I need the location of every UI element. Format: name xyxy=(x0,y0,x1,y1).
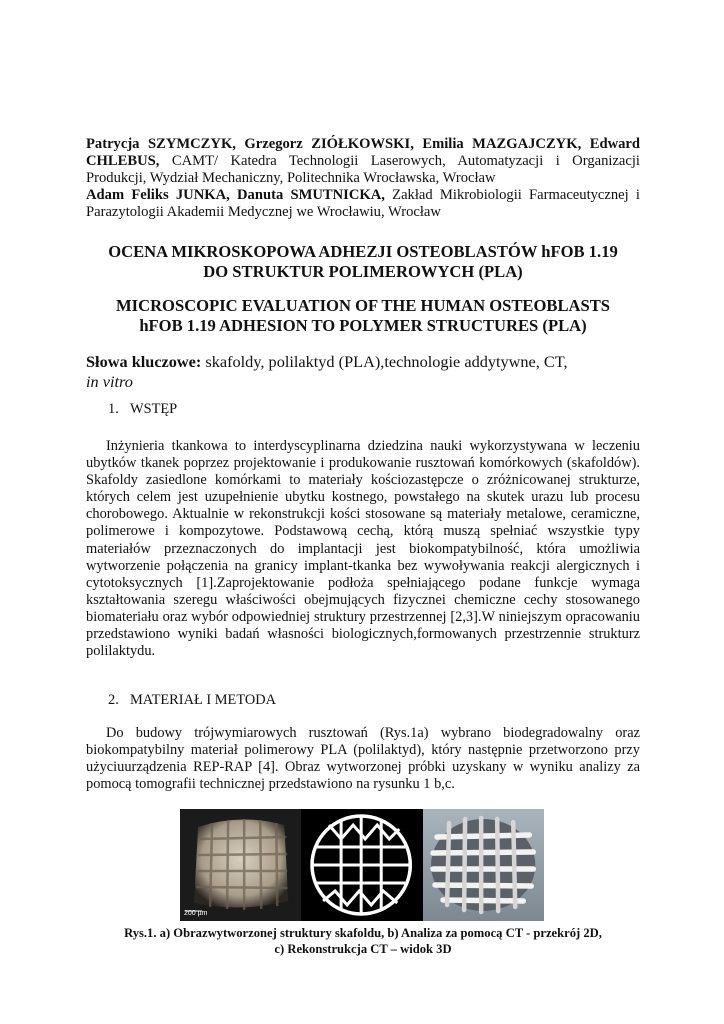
scale-bar-label: 200 µm xyxy=(184,910,208,917)
section-2-paragraph xyxy=(86,725,640,793)
section-2-text: Do budowy trójwymiarowych rusztowań (Rys.1a) wybrano biodegradowalny oraz biokompatybilny materiał polimerowy PLA (polilaktyd), który następnie przetworzono przy użyciuurządzenia REP-RAP [4]. Obraz wytworzonej próbki uzyskany w wyniku analizy za pomocą tomografii technicznej przedstawiono na rysunku 1 b,c. xyxy=(86,725,640,793)
figure-panel-b-ct-section xyxy=(301,809,422,921)
keywords-text: skafoldy, polilaktyd (PLA),technologie addytywne, CT, xyxy=(201,352,568,371)
section-1-text: Inżynieria tkankowa to interdyscyplinarna dziedzina nauki wykorzystywana w leczeniu ubytków tkanek poprzez projektowanie i produkowanie rusztowań komórkowych (skafoldów). Skafoldy zasiedlone komórkami to materiały kościozastępcze o zróżnicowanej strukturze, których celem jest uzupełnienie ubytku kostnego, powstałego na skutek urazu lub procesu chorobowego. Aktualnie w rekonstrukcji kości stosowane są materiały metalowe, ceramiczne, polimerowe i kompozytowe. Podstawową cechą, którą muszą spełniać wszystkie typy materiałów przeznaczonych do implantacji jest biokompatybilność, która umożliwia wytworzenie połączenia na granicy implant-tkanka bez wywoływania reakcji alergicznych i cytotoksycznych [1].Zaprojektowanie podłoża spełniającego podane funkcje wymaga kształtowania szeregu właściwości obejmujących fizycznei chemiczne cechy stosowanego biomateriału oraz wybór odpowiedniej struktury przestrzennej [2,3].W niniejszym opracowaniu przedstawiono wyniki badań własności biologicznych,formowanych przestrzennie strukturz polilaktydu. xyxy=(86,438,640,660)
title-english-line-1: MICROSCOPIC EVALUATION OF THE HUMAN OSTEOBLASTS xyxy=(115,296,611,315)
title-polish-line-2: DO STRUKTUR POLIMEROWYCH (PLA) xyxy=(203,262,523,281)
ct-section-image xyxy=(301,809,422,921)
section-2-heading xyxy=(108,691,662,709)
keywords-italic: in vitro xyxy=(86,372,133,391)
section-2-number: 2. xyxy=(108,692,119,708)
section-1-paragraph xyxy=(86,438,640,660)
affiliation-1: CAMT/ Katedra Technologii Laserowych, Automatyzacji i Organizacji Produkcji, Wydział Mechaniczny, Politechnika Wrocławska, Wrocław xyxy=(86,153,640,186)
title-english xyxy=(86,296,640,336)
section-1-title: WSTĘP xyxy=(130,401,178,417)
figure-panel-a-photo xyxy=(180,809,301,921)
affiliation-2: Zakład Mikrobiologii Farmaceutycznej i Parazytologii Akademii Medycznej we Wrocławiu, Wrocław xyxy=(86,187,640,220)
author-names-1: Patrycja SZYMCZYK, Grzegorz ZIÓŁKOWSKI, Emilia MAZGAJCZYK, Edward CHLEBUS, xyxy=(86,136,640,169)
authors-block xyxy=(86,136,640,221)
section-2-title: MATERIAŁ I METODA xyxy=(130,692,277,708)
figure-caption-line-2: c) Rekonstrukcja CT – widok 3D xyxy=(274,942,452,956)
figure-1-caption xyxy=(86,925,640,957)
author-group-2 xyxy=(86,187,640,221)
title-polish-line-1: OCENA MIKROSKOPOWA ADHEZJI OSTEOBLASTÓW hFOB 1.19 xyxy=(108,242,618,261)
keywords xyxy=(86,352,640,392)
figure-1 xyxy=(180,809,544,921)
keywords-line xyxy=(86,352,640,372)
author-group-1 xyxy=(86,136,640,187)
section-1-heading xyxy=(108,400,662,418)
ct-3d-reconstruction-image xyxy=(423,809,544,921)
title-english-line-2: hFOB 1.19 ADHESION TO POLYMER STRUCTURES (PLA) xyxy=(139,316,587,335)
section-1-number: 1. xyxy=(108,401,119,417)
figure-panel-c-ct-3d xyxy=(423,809,544,921)
figure-caption-line-1: Rys.1. a) Obrazwytworzonej struktury skafoldu, b) Analiza za pomocą CT - przekrój 2D, xyxy=(124,926,602,940)
title-polish xyxy=(86,242,640,282)
author-names-2: Adam Feliks JUNKA, Danuta SMUTNICKA, xyxy=(86,187,385,203)
keywords-label: Słowa kluczowe: xyxy=(86,352,202,371)
scaffold-photo-image xyxy=(180,809,301,921)
